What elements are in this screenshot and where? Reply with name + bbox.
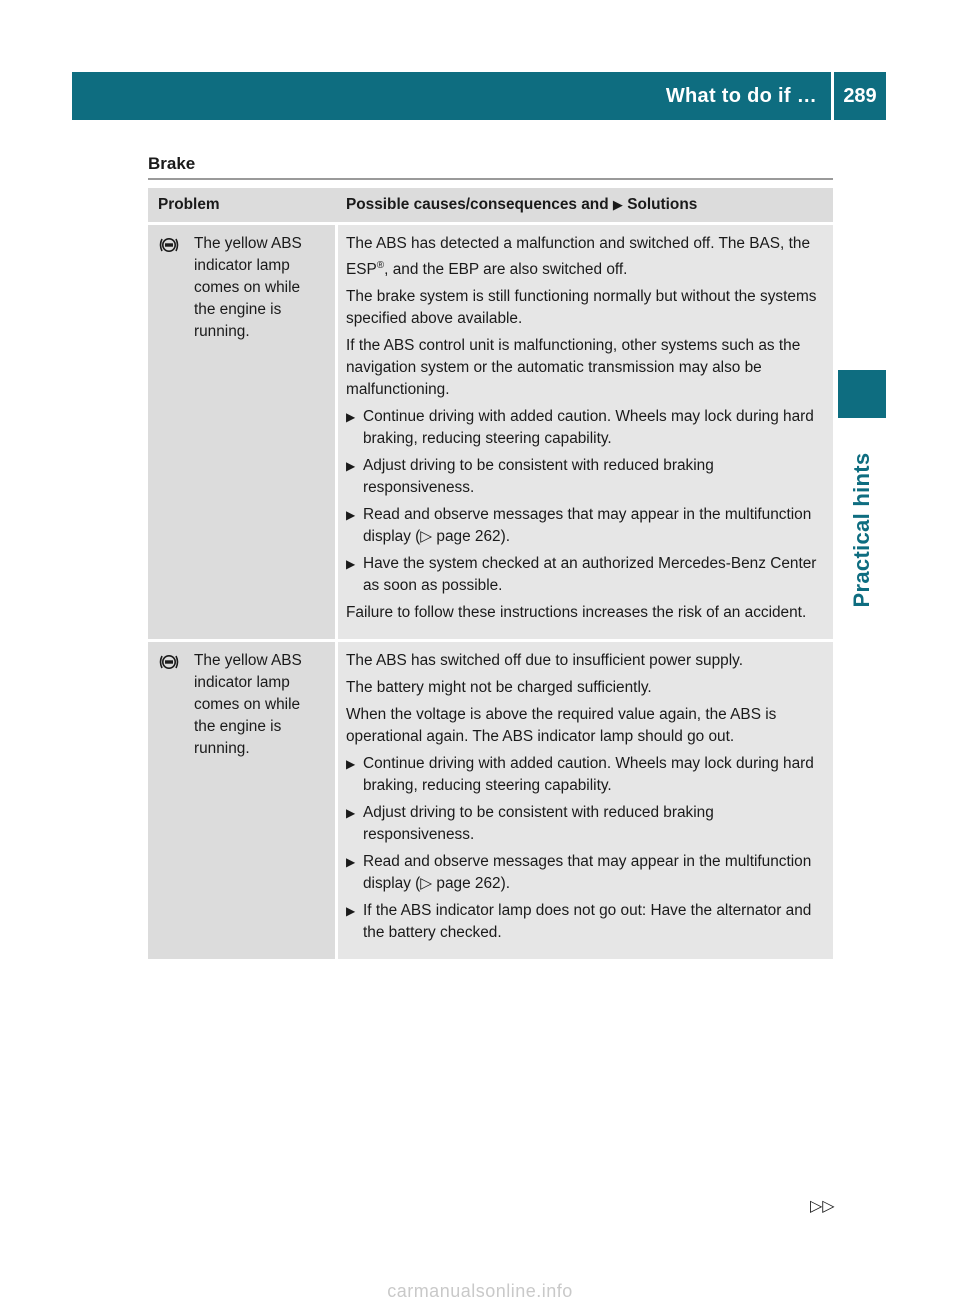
step-arrow-icon: ▶ [346, 557, 356, 572]
step-arrow-icon: ▶ [346, 806, 356, 821]
problem-text: The yellow ABS indicator lamp comes on while the engine is running. [194, 652, 302, 758]
cause-paragraph: The ABS has switched off due to insufficient power supply. [346, 652, 743, 670]
solution-text: Read and observe messages that may appear in the multifunction display (▷ page 262). [363, 853, 812, 893]
table-row [148, 222, 833, 639]
watermark: carmanualsonline.info [387, 1281, 573, 1301]
cause-paragraph: The battery might not be charged sufficiently. [346, 679, 652, 697]
solution-step [346, 900, 827, 944]
causes-cell [338, 639, 833, 959]
header-causes [338, 188, 833, 222]
cause-paragraph: The brake system is still functioning normally but without the systems specified above available. [346, 288, 817, 328]
abs-warning-icon [158, 233, 194, 343]
solution-step [346, 753, 827, 797]
cause-paragraph: If the ABS control unit is malfunctioning, other systems such as the navigation system or the automatic transmission may also be malfunctioning. [346, 337, 801, 399]
side-section-label: Practical hints [849, 452, 874, 608]
cause-text: , and the EBP are also switched off. [384, 261, 628, 279]
solution-step [346, 455, 827, 499]
table-header-row [148, 188, 833, 222]
solution-step [346, 802, 827, 846]
cause-paragraph [346, 233, 827, 281]
problem-cell [148, 222, 338, 639]
solutions-arrow-icon: ▶ [612, 197, 623, 212]
header-causes-prefix: Possible causes/consequences and [346, 196, 609, 213]
warning-paragraph: Failure to follow these instructions increases the risk of an accident. [346, 604, 807, 622]
solution-text: Read and observe messages that may appear in the multifunction display (▷ page 262). [363, 506, 812, 546]
section-divider [148, 178, 833, 180]
solution-text: Continue driving with added caution. Wheels may lock during hard braking, reducing steering capability. [363, 755, 814, 795]
solution-step [346, 406, 827, 450]
step-arrow-icon: ▶ [346, 508, 356, 523]
header-problem: Problem [148, 188, 338, 222]
solution-step [346, 851, 827, 895]
solution-text: Adjust driving to be consistent with reduced braking responsiveness. [363, 457, 714, 497]
solution-text: If the ABS indicator lamp does not go out: Have the alternator and the battery checked. [363, 902, 812, 942]
solution-text: Have the system checked at an authorized Mercedes-Benz Center as soon as possible. [363, 555, 817, 595]
registered-mark: ® [376, 260, 385, 271]
causes-cell [338, 222, 833, 639]
solution-text: Adjust driving to be consistent with reduced braking responsiveness. [363, 804, 714, 844]
header-causes-suffix: Solutions [627, 196, 698, 213]
table-row [148, 639, 833, 959]
cause-text: The ABS has detected a malfunction and switched off. The BAS, the ESP [346, 235, 811, 279]
solution-step [346, 504, 827, 548]
step-arrow-icon: ▶ [346, 410, 356, 425]
step-arrow-icon: ▶ [346, 904, 356, 919]
side-tab-marker [838, 370, 886, 418]
solution-step [346, 553, 827, 597]
step-arrow-icon: ▶ [346, 757, 356, 772]
header-bar [72, 72, 886, 120]
brake-table [148, 188, 833, 959]
step-arrow-icon: ▶ [346, 459, 356, 474]
section-title: Brake [148, 154, 196, 173]
problem-text: The yellow ABS indicator lamp comes on while the engine is running. [194, 235, 302, 340]
page-number: 289 [843, 84, 877, 107]
step-arrow-icon: ▶ [346, 855, 356, 870]
abs-warning-icon [158, 650, 194, 760]
cause-paragraph: When the voltage is above the required value again, the ABS is operational again. The ABS indicator lamp should go out. [346, 706, 777, 746]
continued-next-page-icon: ▷▷ [810, 1198, 835, 1215]
chapter-title: What to do if … [665, 84, 817, 107]
problem-cell [148, 639, 338, 959]
solution-text: Continue driving with added caution. Wheels may lock during hard braking, reducing steering capability. [363, 408, 814, 448]
